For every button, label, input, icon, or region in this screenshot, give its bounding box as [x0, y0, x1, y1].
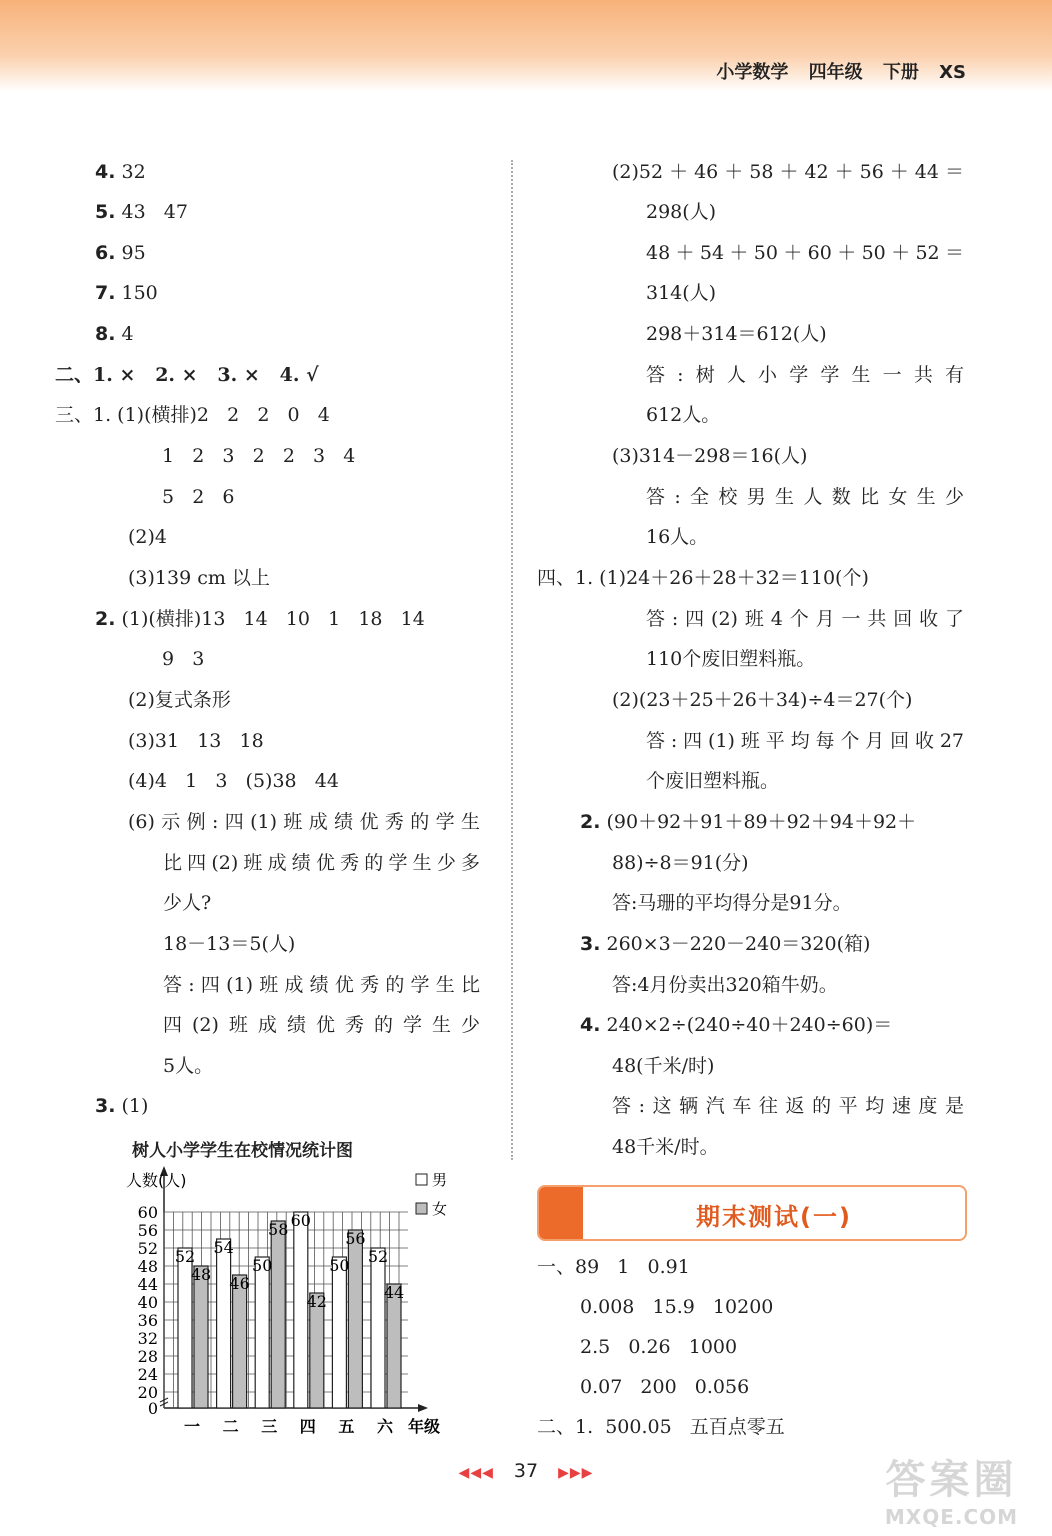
- watermark-logo: 答案圈: [885, 1457, 1018, 1503]
- answer-line: (3)314－298＝16(人): [612, 445, 808, 467]
- answer-line: 二、1. × 2. × 3. × 4. √: [55, 364, 319, 386]
- y-tick-label: 48: [137, 1257, 158, 1276]
- answer-line: 48(千米/时): [612, 1055, 715, 1077]
- y-tick-label: 44: [137, 1275, 158, 1294]
- y-axis-label: 人数(人): [126, 1171, 187, 1190]
- section-banner: [537, 1185, 967, 1241]
- y-tick-label: 36: [137, 1311, 158, 1330]
- bar-girl: [348, 1230, 362, 1408]
- y-tick-label: 40: [137, 1293, 158, 1312]
- answer-line: 0.07 200 0.056: [580, 1376, 750, 1398]
- answer-line: (3)139 cm 以上: [128, 567, 270, 589]
- answer-line: 2.5 0.26 1000: [580, 1336, 738, 1358]
- answer-line: 答:这辆汽车往返的平均速度是: [612, 1095, 964, 1117]
- answer-line: 88)÷8＝91(分): [612, 852, 749, 874]
- y-tick-label: 28: [137, 1347, 158, 1366]
- data-label: 44: [383, 1283, 405, 1302]
- answer-line: 9 3: [162, 648, 205, 670]
- x-tick-label: 六: [376, 1417, 394, 1436]
- bar-boy: [371, 1248, 385, 1408]
- answer-line: 比四(2)班成绩优秀的学生少多: [163, 852, 480, 874]
- answer-line: 612人。: [646, 404, 721, 426]
- answer-line: (2)(23＋25＋26＋34)÷4＝27(个): [612, 689, 913, 711]
- data-label: 60: [290, 1211, 311, 1230]
- y-tick-label: 60: [137, 1203, 158, 1222]
- watermark: [869, 1448, 1034, 1528]
- answer-line: 4. 32: [95, 161, 146, 183]
- x-tick-label: 二: [222, 1417, 239, 1436]
- data-label: 58: [268, 1220, 289, 1239]
- x-tick-label: 一: [183, 1417, 201, 1436]
- legend-swatch-boy: [416, 1174, 427, 1185]
- answer-line: 18－13＝5(人): [163, 933, 296, 955]
- legend-label-boy: 男: [432, 1171, 448, 1189]
- y-tick-label: 32: [137, 1329, 158, 1348]
- answer-line: 5人。: [163, 1055, 214, 1077]
- data-label: 50: [329, 1256, 350, 1275]
- answer-line: 48千米/时。: [612, 1136, 719, 1158]
- data-label: 56: [345, 1229, 366, 1248]
- answer-line: 答:四(1)班平均每个月回收27: [646, 730, 964, 752]
- answer-line: 48＋54＋50＋60＋50＋52＝: [646, 242, 964, 264]
- answer-line: 四、1. (1)24＋26＋28＋32＝110(个): [537, 567, 869, 589]
- data-label: 46: [229, 1274, 250, 1293]
- legend-swatch-girl: [416, 1203, 427, 1214]
- bar-girl: [387, 1284, 401, 1408]
- answer-line: (2)4: [128, 526, 168, 548]
- answer-line: 3. (1): [95, 1095, 149, 1117]
- next-arrows-icon: ▶▶▶: [558, 1465, 594, 1481]
- answer-line: (3)31 13 18: [128, 730, 264, 752]
- answer-line: 个废旧塑料瓶。: [646, 770, 780, 792]
- answer-line: 1 2 3 2 2 3 4: [162, 445, 356, 467]
- answer-line: 答:树人小学学生一共有: [646, 364, 964, 386]
- answer-line: 6. 95: [95, 242, 146, 264]
- data-label: 48: [190, 1265, 212, 1284]
- x-tick-label: 五: [338, 1417, 355, 1436]
- x-axis-arrow: [418, 1404, 428, 1412]
- answer-line: 二、1. 500.05 五百点零五: [537, 1416, 785, 1438]
- answer-line: 8. 4: [95, 323, 134, 345]
- legend-label-girl: 女: [432, 1200, 448, 1218]
- answer-line: 2. (1)(横排)13 14 10 1 18 14: [95, 608, 425, 630]
- chart-title: 树人小学学生在校情况统计图: [132, 1141, 353, 1161]
- bar-boy: [255, 1257, 269, 1408]
- data-label: 52: [174, 1247, 196, 1266]
- y-tick-label: 56: [137, 1221, 158, 1240]
- answer-line: 298(人): [646, 201, 717, 223]
- answer-line: 3. 260×3－220－240＝320(箱): [580, 933, 871, 955]
- answer-line: 110个废旧塑料瓶。: [646, 648, 816, 670]
- banner-title: 期末测试(一): [696, 1203, 852, 1231]
- bar-boy: [217, 1239, 231, 1408]
- data-label: 54: [213, 1238, 234, 1257]
- answer-line: 答:4月份卖出320箱牛奶。: [612, 974, 838, 996]
- answer-line: 16人。: [646, 526, 709, 548]
- answer-line: 四(2)班成绩优秀的学生少: [163, 1014, 480, 1036]
- answer-line: 2. (90＋92＋91＋89＋92＋94＋92＋: [580, 811, 917, 833]
- y-tick-label: 24: [137, 1365, 158, 1384]
- answer-line: 298＋314＝612(人): [646, 323, 827, 345]
- watermark-url: MXQE.COM: [884, 1505, 1019, 1529]
- answer-line: 5. 43 47: [95, 201, 188, 223]
- banner-accent: [539, 1187, 583, 1239]
- answer-line: 少人?: [163, 892, 212, 914]
- answer-line: (6)示例:四(1)班成绩优秀的学生: [128, 811, 480, 833]
- header-title: 小学数学 四年级 下册 XS: [716, 62, 966, 83]
- answer-line: 答:马珊的平均得分是91分。: [612, 892, 852, 914]
- answer-line: 4. 240×2÷(240÷40＋240÷60)＝: [580, 1014, 893, 1036]
- prev-arrows-icon: ◀◀◀: [458, 1465, 494, 1481]
- answer-line: 答:四(2)班4个月一共回收了: [646, 608, 964, 630]
- answer-line: 314(人): [646, 282, 717, 304]
- answer-line: (4)4 1 3 (5)38 44: [128, 770, 339, 792]
- x-axis-label: 年级: [408, 1417, 441, 1436]
- answer-line: 答:四(1)班成绩优秀的学生比: [163, 974, 480, 996]
- data-label: 42: [306, 1292, 327, 1311]
- bar-boy: [332, 1257, 346, 1408]
- page-header: [0, 0, 1052, 92]
- x-tick-label: 三: [261, 1417, 278, 1436]
- y-tick-label: 0: [147, 1399, 158, 1418]
- answer-line: (2)复式条形: [128, 689, 231, 711]
- bar-chart: [120, 1160, 460, 1445]
- bar-girl: [194, 1266, 208, 1408]
- y-tick-label: 20: [137, 1383, 158, 1402]
- column-divider: [511, 160, 513, 1160]
- answer-line: 一、89 1 0.91: [537, 1256, 690, 1278]
- y-tick-label: 52: [137, 1239, 158, 1258]
- answer-line: 7. 150: [95, 282, 158, 304]
- answer-line: 0.008 15.9 10200: [580, 1296, 774, 1318]
- answer-line: 5 2 6: [162, 486, 235, 508]
- data-label: 52: [367, 1247, 389, 1266]
- bar-girl: [271, 1221, 285, 1408]
- answer-line: 答:全校男生人数比女生少: [646, 486, 964, 508]
- bar-girl: [233, 1275, 247, 1408]
- page-number: 37: [513, 1460, 539, 1482]
- x-tick-label: 四: [299, 1417, 316, 1436]
- data-label: 50: [252, 1256, 273, 1275]
- answer-line: 三、1. (1)(横排)2 2 2 0 4: [55, 404, 330, 426]
- answer-line: (2)52＋46＋58＋42＋56＋44＝: [612, 161, 964, 183]
